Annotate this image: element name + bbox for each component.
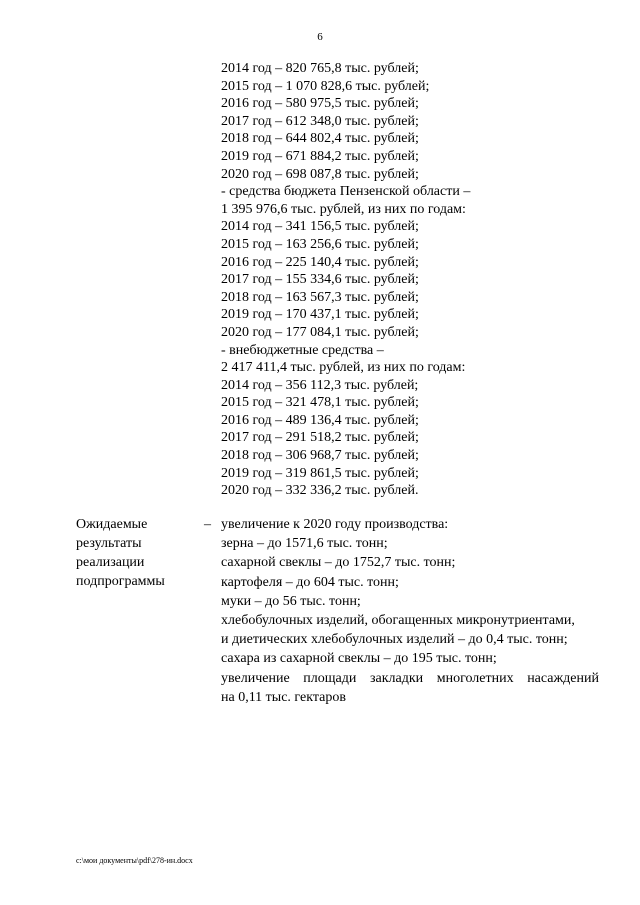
results-label-line: подпрограммы xyxy=(76,574,165,589)
funding-line: 2020 год – 698 087,8 тыс. рублей; xyxy=(221,166,419,182)
funding-line: 2018 год – 163 567,3 тыс. рублей; xyxy=(221,289,419,305)
funding-line: 2019 год – 170 437,1 тыс. рублей; xyxy=(221,307,419,323)
result-line: хлебобулочных изделий, обогащенных микронутриентами, xyxy=(221,613,575,629)
funding-line: 2015 год – 163 256,6 тыс. рублей; xyxy=(221,236,419,252)
funding-line: 1 395 976,6 тыс. рублей, из них по годам: xyxy=(221,201,466,217)
result-line: на 0,11 тыс. гектаров xyxy=(221,689,346,705)
funding-line: 2016 год – 225 140,4 тыс. рублей; xyxy=(221,254,419,270)
funding-line: 2018 год – 306 968,7 тыс. рублей; xyxy=(221,448,419,464)
result-line: картофеля – до 604 тыс. тонн; xyxy=(221,574,399,590)
result-line: сахарной свеклы – до 1752,7 тыс. тонн; xyxy=(221,555,456,571)
funding-line: 2015 год – 1 070 828,6 тыс. рублей; xyxy=(221,78,430,94)
funding-line: 2017 год – 155 334,6 тыс. рублей; xyxy=(221,272,419,288)
funding-line: - внебюджетные средства – xyxy=(221,342,384,358)
funding-line: 2014 год – 341 156,5 тыс. рублей; xyxy=(221,219,419,235)
results-label-line: Ожидаемые xyxy=(76,517,148,532)
funding-line: 2020 год – 177 084,1 тыс. рублей; xyxy=(221,324,419,340)
results-label-line: результаты xyxy=(76,536,142,551)
expected-results xyxy=(221,515,599,707)
funding-line: 2 417 411,4 тыс. рублей, из них по годам: xyxy=(221,360,466,376)
funding-line: 2017 год – 291 518,2 тыс. рублей; xyxy=(221,430,419,446)
funding-line: 2014 год – 820 765,8 тыс. рублей; xyxy=(221,61,419,76)
results-dash: – xyxy=(204,517,211,532)
funding-line: 2019 год – 319 861,5 тыс. рублей; xyxy=(221,465,419,481)
funding-breakdown xyxy=(221,60,601,500)
funding-line: 2015 год – 321 478,1 тыс. рублей; xyxy=(221,395,419,411)
funding-line: 2018 год – 644 802,4 тыс. рублей; xyxy=(221,131,419,147)
result-line: муки – до 56 тыс. тонн; xyxy=(221,593,361,609)
funding-line: 2016 год – 580 975,5 тыс. рублей; xyxy=(221,96,419,112)
results-label-line: реализации xyxy=(76,555,145,570)
file-path-footer: c:\мои документы\pdf\278-ин.docx xyxy=(76,856,193,865)
funding-line: 2016 год – 489 136,4 тыс. рублей; xyxy=(221,412,419,428)
result-line: зерна – до 1571,6 тыс. тонн; xyxy=(221,536,388,552)
results-label xyxy=(76,515,206,591)
funding-line: 2019 год – 671 884,2 тыс. рублей; xyxy=(221,148,419,164)
funding-line: 2014 год – 356 112,3 тыс. рублей; xyxy=(221,377,419,393)
funding-line: - средства бюджета Пензенской области – xyxy=(221,184,471,200)
result-line: увеличение площади закладки многолетних насаждений xyxy=(221,670,599,686)
funding-line: 2017 год – 612 348,0 тыс. рублей; xyxy=(221,113,419,129)
funding-line: 2020 год – 332 336,2 тыс. рублей. xyxy=(221,483,419,499)
result-line: увеличение к 2020 году производства: xyxy=(221,517,449,532)
result-line: сахара из сахарной свеклы – до 195 тыс. тонн; xyxy=(221,651,497,667)
result-line: и диетических хлебобулочных изделий – до 0,4 тыс. тонн; xyxy=(221,632,568,648)
page-number: 6 xyxy=(317,31,323,43)
